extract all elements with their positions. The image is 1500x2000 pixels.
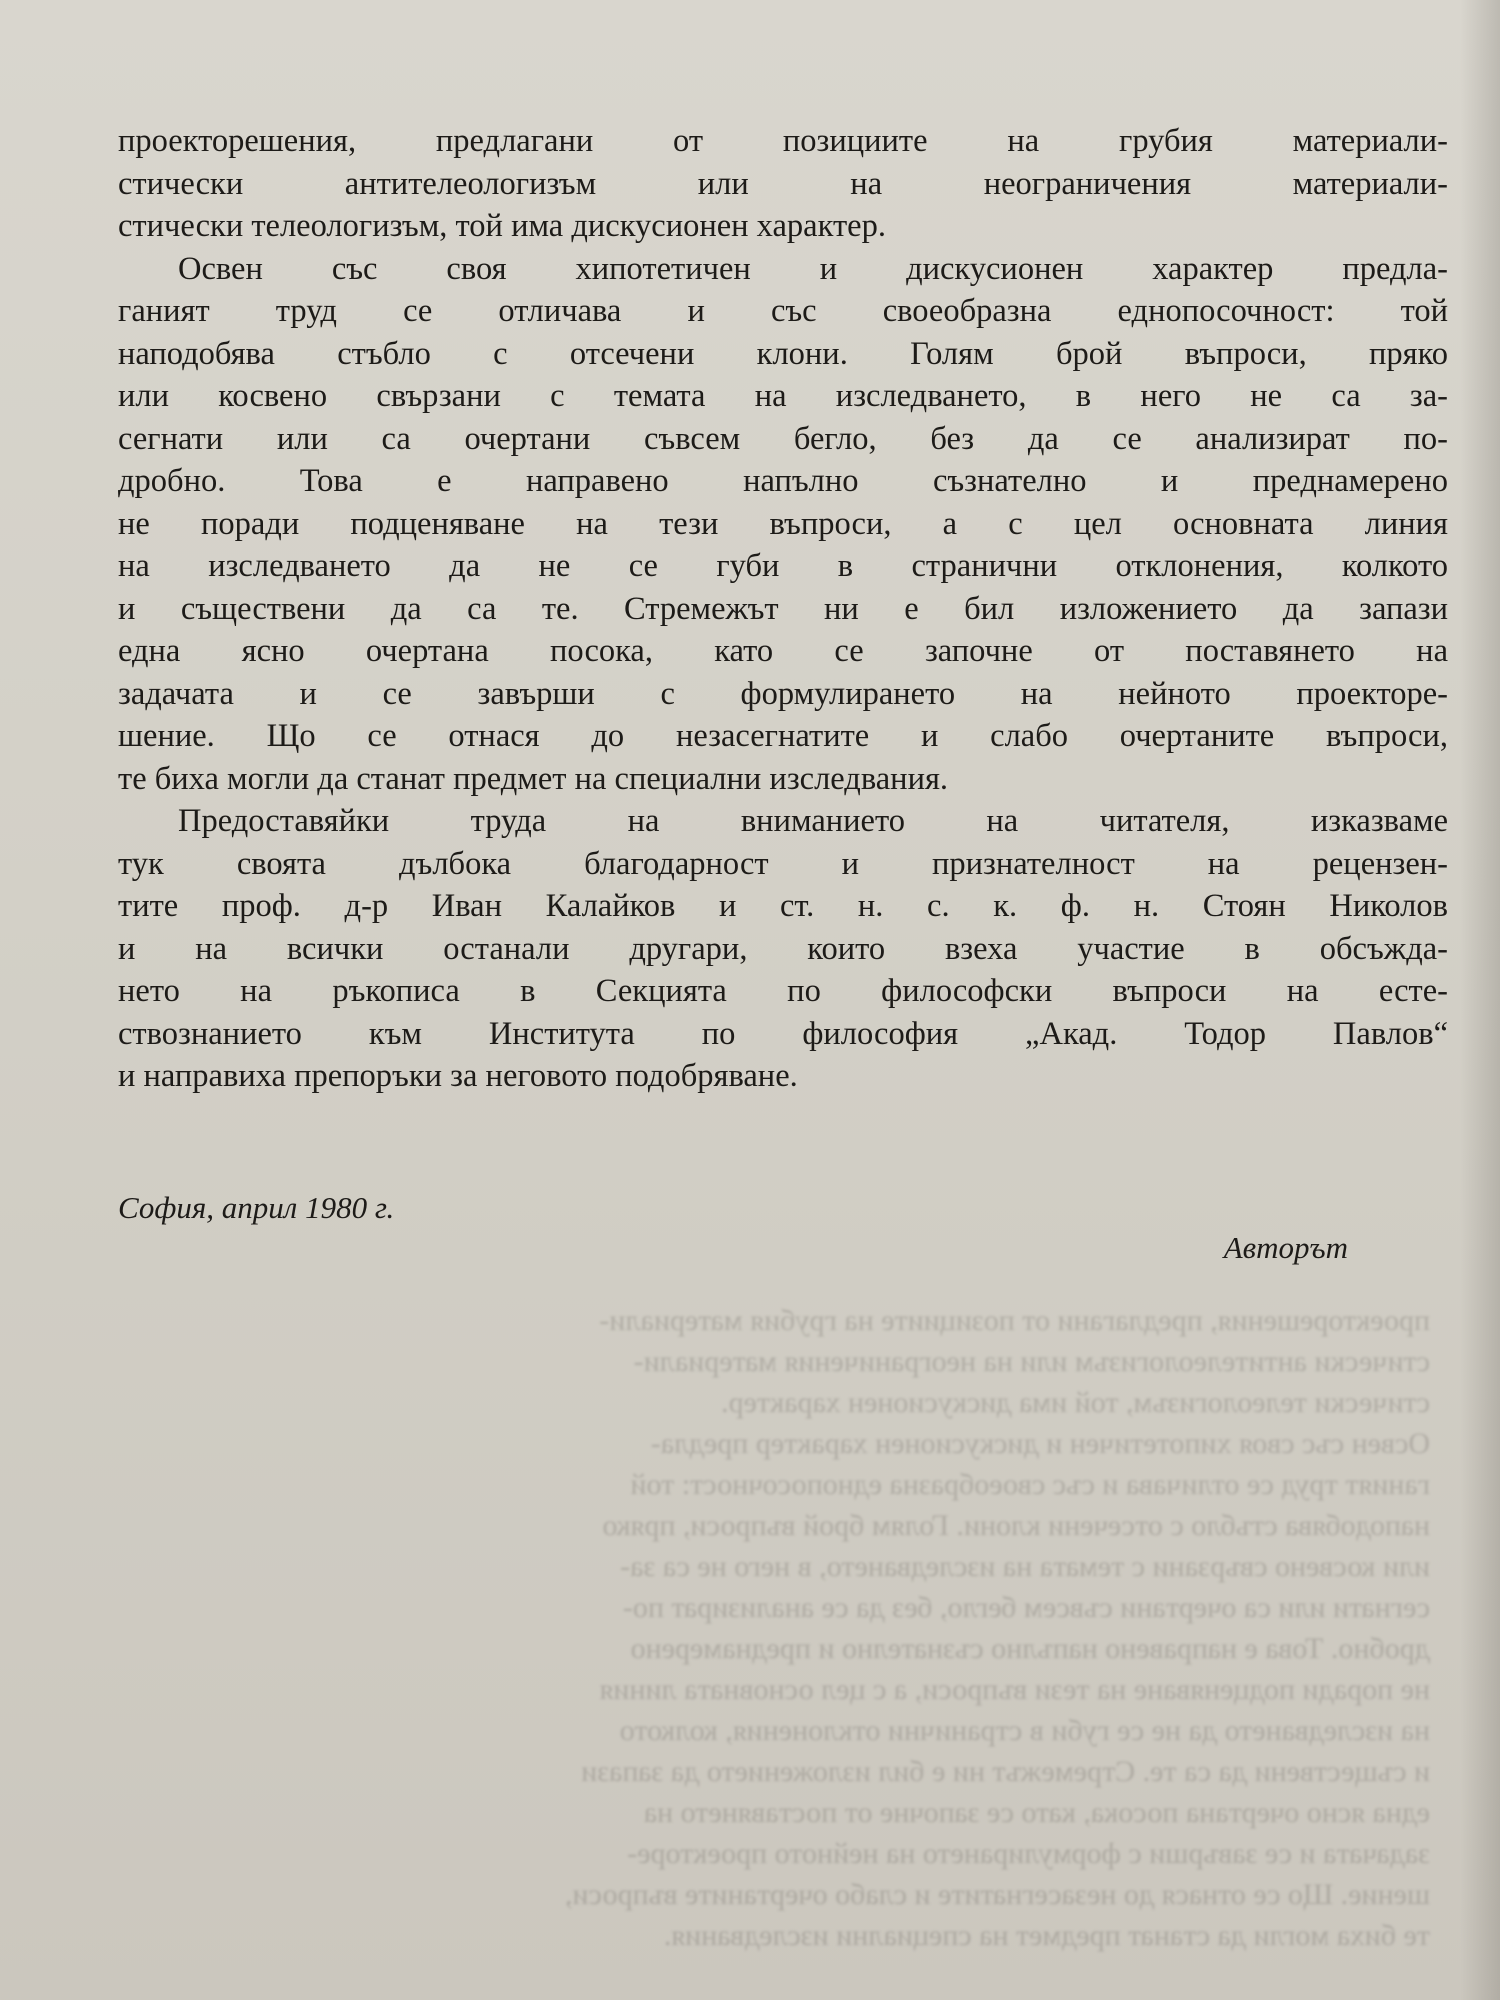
text-line: те биха могли да станат предмет на специални изследвания.: [118, 760, 949, 797]
text-line: проекторешения, предлагани от позициите на грубия материали-: [118, 123, 1448, 159]
bleed-through-line: наподобява стъбло с отсечени клони. Голям брой въпроси, пряко: [602, 1509, 1430, 1542]
bleed-through-line: дробно. Това е направено напълно съзнателно и преднамерено: [630, 1632, 1430, 1665]
text-line: тук своята дълбока благодарност и признателност на рецензен-: [118, 845, 1448, 882]
text-line: на изследването да не се губи в странични отклонения, колкото: [118, 548, 1448, 584]
text-line: задачата и се завърши с формулирането на нейното проекторе-: [118, 675, 1448, 712]
text-line: ствознанието към Института по философия „Акад. Тодор Павлов“: [118, 1015, 1448, 1052]
bleed-through-line: шение. Що се отнася до незасегнатите и слабо очертаните въпроси,: [564, 1878, 1430, 1911]
text-line: стически антителеологизъм или на неограничения материали-: [118, 165, 1448, 202]
page-edge-shadow: [1460, 0, 1500, 2000]
bleed-through-line: или косвено свързани с темата на изследването, в него не са за-: [620, 1550, 1430, 1583]
bleed-through-line: не поради подценяване на тези въпроси, а с цел основната линия: [599, 1673, 1430, 1706]
text-line: и направиха препоръки за неговото подобряване.: [118, 1058, 798, 1094]
text-line: и на всички останали другари, които взеха участие в обсъжда-: [118, 930, 1448, 967]
bleed-through-line: ганият труд се отличава и със своеобразна еднопосочност: той: [630, 1468, 1430, 1501]
bleed-through-line: и съществени да са те. Стремежът ни е бил изложението да запази: [581, 1755, 1430, 1788]
author-signature: Авторът: [1223, 1230, 1348, 1265]
bleed-through-line: стически антителеологизъм или на неограничения материали-: [633, 1345, 1430, 1378]
text-line: или косвено свързани с темата на изследването, в него не са за-: [118, 378, 1448, 414]
text-line: Освен със своя хипотетичен и дискусионен характер предла-: [178, 250, 1448, 287]
signature-block: [118, 1190, 1348, 1280]
text-line: наподобява стъбло с отсечени клони. Голям брой въпроси, пряко: [118, 335, 1448, 372]
text-line: Предоставяйки труда на вниманието на читателя, изказваме: [178, 803, 1448, 839]
bleed-through-line: сегнати или са очертани съвсем бегло, без да се анализират по-: [622, 1591, 1430, 1624]
bleed-through-line: стически телеологизъм, той има дискусионен характер.: [721, 1386, 1430, 1419]
bleed-through-line: една ясно очертана посока, като се започне от поставянето на: [643, 1796, 1430, 1829]
text-line: нето на ръкописа в Секцията по философски въпроси на есте-: [118, 973, 1448, 1009]
bleed-through-line: проекторешения, предлагани от позициите на грубия материали-: [599, 1304, 1430, 1337]
bleed-through-text: [100, 1300, 1430, 1956]
text-line: ганият труд се отличава и със своеобразна еднопосочност: той: [118, 293, 1448, 329]
text-line: сегнати или са очертани съвсем бегло, без да се анализират по-: [118, 420, 1448, 457]
text-line: и съществени да са те. Стремежът ни е бил изложението да запази: [118, 590, 1448, 627]
bleed-through-line: задачата и се завърши с формулирането на нейното проекторе-: [627, 1837, 1430, 1870]
text-line: шение. Що се отнася до незасегнатите и слабо очертаните въпроси,: [118, 718, 1448, 754]
text-line: тите проф. д-р Иван Калайков и ст. н. с. к. ф. н. Стоян Николов: [118, 888, 1448, 924]
bleed-through-line: те биха могли да станат предмет на специални изследвания.: [663, 1919, 1430, 1952]
bleed-through-line: на изследването да не се губи в странични отклонения, колкото: [619, 1714, 1430, 1747]
text-line: дробно. Това е направено напълно съзнателно и преднамерено: [118, 463, 1448, 499]
bleed-through-line: Освен със своя хипотетичен и дискусионен характер предла-: [650, 1427, 1430, 1460]
text-line: не поради подценяване на тези въпроси, а с цел основната линия: [118, 505, 1448, 542]
place-date: София, април 1980 г.: [118, 1190, 395, 1225]
body-text: [118, 120, 1448, 1098]
text-line: една ясно очертана посока, като се започне от поставянето на: [118, 633, 1448, 669]
text-line: стически телеологизъм, той има дискусионен характер.: [118, 208, 886, 244]
